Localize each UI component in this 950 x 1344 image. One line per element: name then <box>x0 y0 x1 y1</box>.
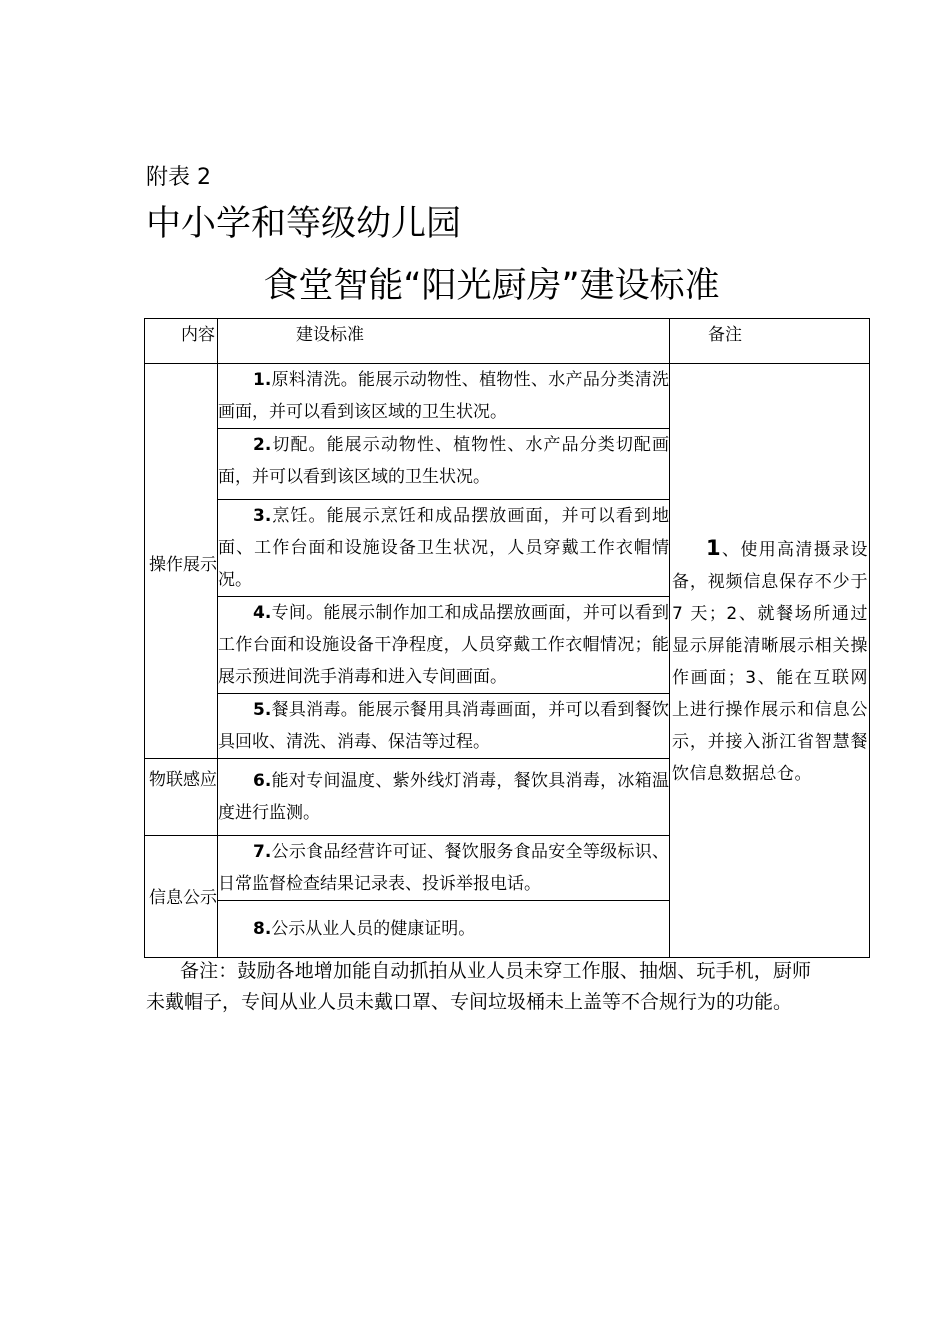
remark-text: 、使用高清摄录设备，视频信息保存不少于 7 天；2、就餐场所通过显示屏能清晰展示相关操作画面；3、能在互联网上进行操作展示和信息公示，并接入浙江省智慧餐饮信息数据总仓。 <box>672 539 868 784</box>
attachment-label: 附表 2 <box>146 165 211 190</box>
document-title-line-1: 中小学和等级幼儿园 <box>146 204 462 244</box>
category-iot-sensing: 物联感应 <box>145 759 218 836</box>
standard-item-4: 4.专间。能展示制作加工和成品摆放画面，并可以看到工作台面和设施设备干净程度，人员穿戴工作衣帽情况；能展示预进间洗手消毒和进入专间画面。 <box>218 597 670 694</box>
category-operation-display: 操作展示 <box>145 364 218 759</box>
standard-item-5: 5.餐具消毒。能展示餐用具消毒画面，并可以看到餐饮具回收、清洗、消毒、保洁等过程。 <box>218 694 670 759</box>
standard-item-7: 7.公示食品经营许可证、餐饮服务食品安全等级标识、日常监督检查结果记录表、投诉举报电话。 <box>218 836 670 901</box>
table-row <box>145 364 870 429</box>
column-header-content: 内容 <box>145 319 218 364</box>
footnote-text: 备注：鼓励各地增加能自动抓拍从业人员未穿工作服、抽烟、玩手机，厨师未戴帽子，专间从业人员未戴口罩、专间垃圾桶未上盖等不合规行为的功能。 <box>146 960 811 1013</box>
document-title-line-2: 食堂智能“阳光厨房”建设标准 <box>263 266 720 306</box>
standard-item-1: 1.原料清洗。能展示动物性、植物性、水产品分类清洗画面，并可以看到该区域的卫生状况。 <box>218 364 670 429</box>
table-header-row <box>145 319 870 364</box>
standard-item-8: 8.公示从业人员的健康证明。 <box>218 901 670 958</box>
standard-item-6: 6.能对专间温度、紫外线灯消毒，餐饮具消毒，冰箱温度进行监测。 <box>218 759 670 836</box>
standard-item-2: 2.切配。能展示动物性、植物性、水产品分类切配画面，并可以看到该区域的卫生状况。 <box>218 429 670 500</box>
remark-number: 1 <box>706 535 722 560</box>
standards-table <box>144 318 870 958</box>
category-info-disclosure: 信息公示 <box>145 836 218 958</box>
column-header-standard: 建设标准 <box>218 319 670 364</box>
footnote <box>146 956 811 1018</box>
standard-item-3: 3.烹饪。能展示烹饪和成品摆放画面，并可以看到地面、工作台面和设施设备卫生状况，人员穿戴工作衣帽情况。 <box>218 500 670 597</box>
column-header-remark: 备注 <box>670 319 870 364</box>
remark-cell <box>670 364 870 958</box>
